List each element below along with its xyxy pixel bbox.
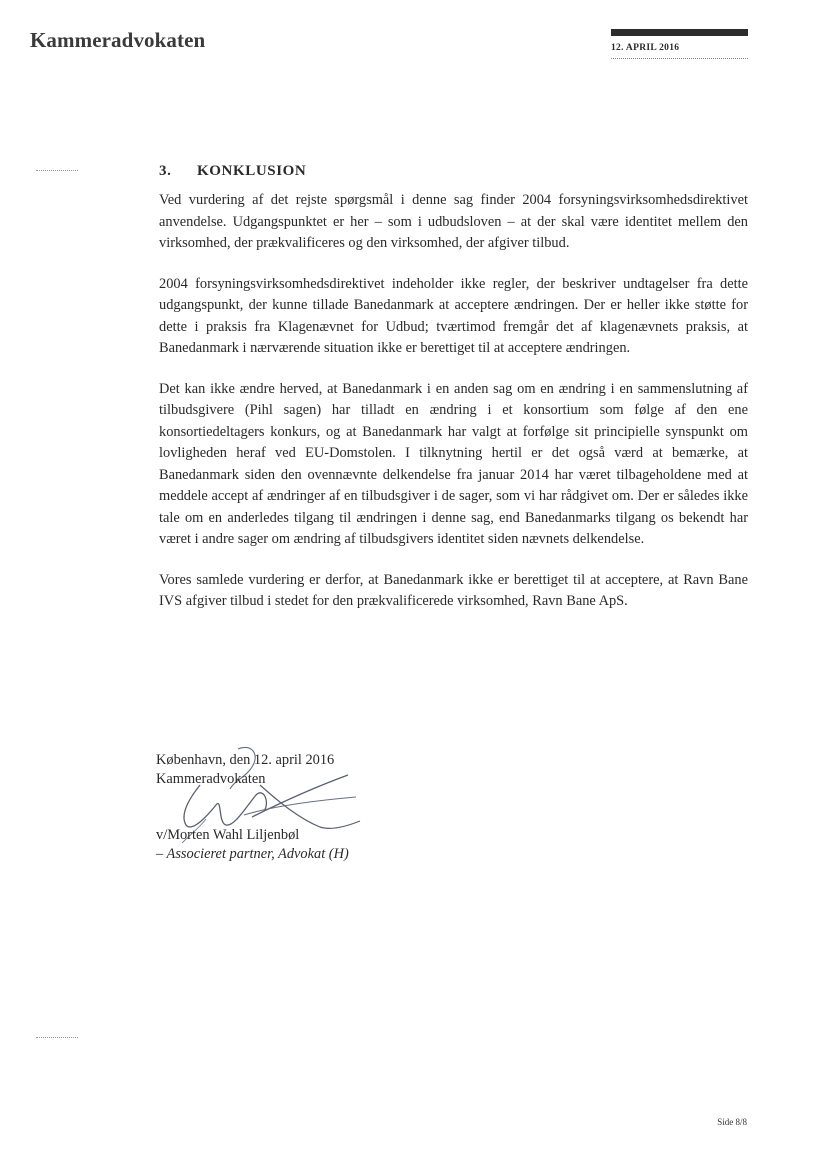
header-date-box xyxy=(611,29,748,59)
document-body xyxy=(159,163,748,632)
signature-title: – Associeret partner, Advokat (H) xyxy=(156,846,349,862)
margin-rule-bottom xyxy=(36,1037,78,1038)
paragraph-1: Ved vurdering af det rejste spørgsmål i denne sag finder 2004 forsyningsvirksomhedsdirektivet anvendelse. Udgangspunktet er her – som i udbudsloven – at der skal være identitet mellem den virksomhed, der prækvalificeres og den virksomhed, der afgiver tilbud. xyxy=(159,192,748,251)
header-date: 12. APRIL 2016 xyxy=(611,43,680,53)
page-number: Side 8/8 xyxy=(717,1117,747,1127)
paragraph-2: 2004 forsyningsvirksomhedsdirektivet indeholder ikke regler, der beskriver undtagelser fra dette udgangspunkt, der kunne tillade Banedanmark at acceptere ændringen. Der er heller ikke støtte for dette i praksis fra Klagenævnet for Udbud; tværtimod fremgår det af klagenævnets praksis, at Banedanmark i nærværende situation ikke er berettiget til at acceptere ændringen. xyxy=(159,275,748,356)
margin-rule-top xyxy=(36,170,78,171)
paragraph-3: Det kan ikke ændre herved, at Banedanmark i en anden sag om en ændring i en sammenslutning af tilbudsgivere (Pihl sagen) har tilladt en ændring i et konsortium som følge af den ene konsortiedeltagers konkurs, og at Banedanmark har valgt at forfølge sit principielle synspunkt om lovligheden heraf ved EU-Domstolen. I tilknytning hertil er det også værd at bemærke, at Banedanmark siden den ovennævnte delkendelse fra januar 2014 har været tilbageholdene med at meddele accept af ændringer af en tilbudsgiver i de sager, som vi har rådgivet om. Der er således ikke tale om en anderledes tilgang til ændringen i denne sag, end Banedanmarks tilgang os bekendt har været i andre sager om ændring af tilbudsgivers identitet siden nævnets delkendelse. xyxy=(159,380,748,547)
signature-gap xyxy=(156,789,349,826)
section-number: 3. xyxy=(159,163,172,179)
header-date-bar xyxy=(611,29,748,36)
section-heading xyxy=(159,163,748,180)
signature-block xyxy=(156,751,349,864)
signature-name: v/Morten Wahl Liljenbøl xyxy=(156,827,300,843)
paragraph-4: Vores samlede vurdering er derfor, at Banedanmark ikke er berettiget til at acceptere, at Ravn Bane IVS afgiver tilbud i stedet for den prækvalificerede virksomhed, Ravn Bane ApS. xyxy=(159,571,748,609)
header-date-rule xyxy=(611,58,748,59)
brand-logo-text: Kammeradvokaten xyxy=(30,28,206,52)
section-title: KONKLUSION xyxy=(197,163,307,179)
signature-organization: Kammeradvokaten xyxy=(156,771,266,787)
signature-place-date: København, den 12. april 2016 xyxy=(156,752,335,768)
